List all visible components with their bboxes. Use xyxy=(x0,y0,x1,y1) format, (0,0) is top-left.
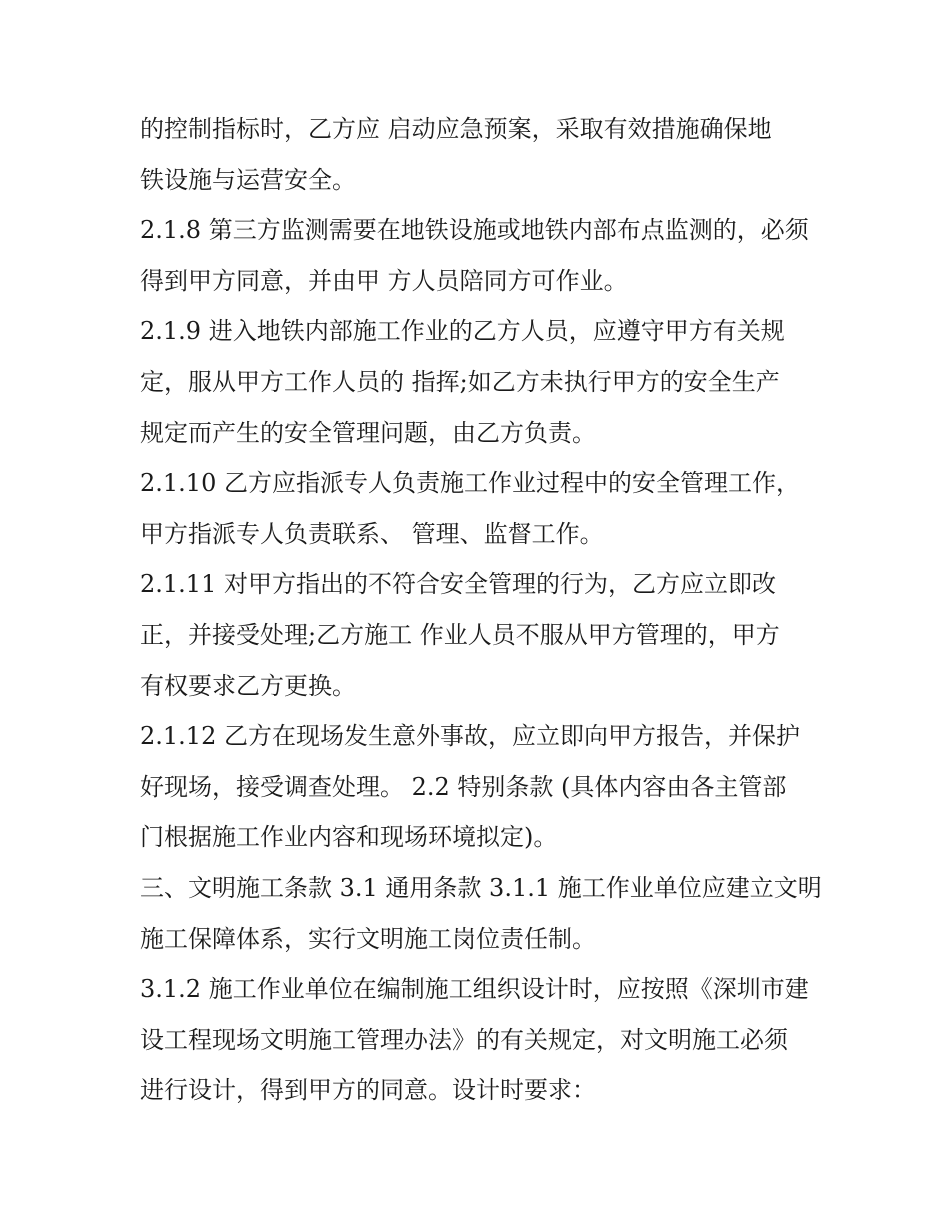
text-line: 2.1.10 乙方应指派专人负责施工作业过程中的安全管理工作， xyxy=(140,469,800,498)
text-line: 3.1.2 施工作业单位在编制施工组织设计时，应按照《深圳市建 xyxy=(140,975,809,1004)
text-line: 甲方指派专人负责联系、 管理、监督工作。 xyxy=(140,519,604,548)
text-line: 的控制指标时，乙方应 启动应急预案，采取有效措施确保地 xyxy=(140,115,772,143)
text-line: 三、文明施工条款 3.1 通用条款 3.1.1 施工作业单位应建立文明 xyxy=(140,873,822,902)
text-line: 施工保障体系，实行文明施工岗位责任制。 xyxy=(140,924,596,953)
text-line: 规定而产生的安全管理问题，由乙方负责。 xyxy=(140,418,596,447)
text-line: 进行设计，得到甲方的同意。设计时要求： xyxy=(140,1076,596,1105)
text-line: 得到甲方同意，并由甲 方人员陪同方可作业。 xyxy=(140,266,628,295)
text-line: 2.1.11 对甲方指出的不符合安全管理的行为，乙方应立即改 xyxy=(140,570,776,599)
text-line: 定，服从甲方工作人员的 指挥;如乙方未执行甲方的安全生产 xyxy=(140,367,780,396)
text-line: 2.1.8 第三方监测需要在地铁设施或地铁内部布点监测的，必须 xyxy=(140,216,809,245)
text-line: 正，并接受处理;乙方施工 作业人员不服从甲方管理的，甲方 xyxy=(140,620,780,649)
text-line: 2.1.9 进入地铁内部施工作业的乙方人员，应遵守甲方有关规 xyxy=(140,317,785,346)
text-line: 铁设施与运营安全。 xyxy=(140,165,356,194)
text-line: 设工程现场文明施工管理办法》的有关规定，对文明施工必须 xyxy=(140,1025,788,1054)
text-line: 门根据施工作业内容和现场环境拟定)。 xyxy=(140,823,558,852)
text-line: 2.1.12 乙方在现场发生意外事故，应立即向甲方报告，并保护 xyxy=(140,722,800,751)
document-body xyxy=(140,104,830,1116)
text-line: 好现场，接受调查处理。 2.2 特别条款 (具体内容由各主管部 xyxy=(140,772,787,801)
text-line: 有权要求乙方更换。 xyxy=(140,671,356,700)
